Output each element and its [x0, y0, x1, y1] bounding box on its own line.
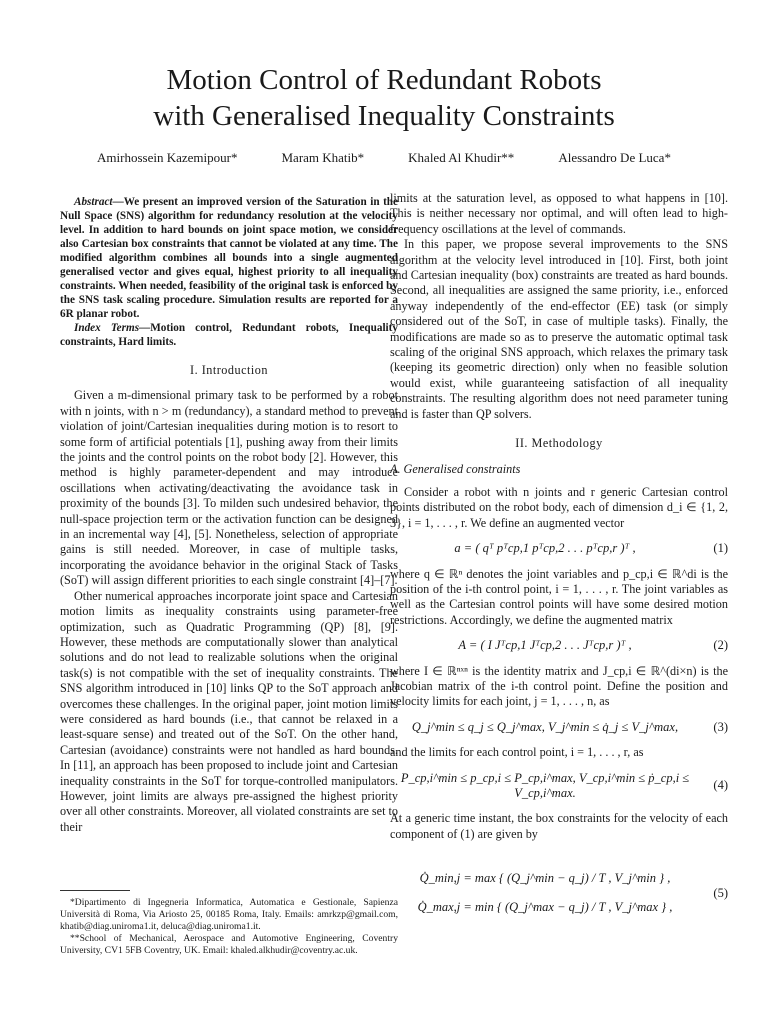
section-heading-methodology: II. Methodology: [515, 436, 603, 451]
author-2: Maram Khatib*: [281, 150, 365, 165]
abstract: [60, 195, 398, 321]
intro-paragraph-1: Given a m-dimensional primary task to be performed by a robot with n joints, with n > m (redundancy), a standard method to prevent violation of joint/Cartesian inequalities during motion is to resort to some form of artificial potentials [1], pushing away from their limits the joints and the control points on the robot body [2]. However, this method is highly parameter-dependent and may introduce oscillations when activating/deactivating the avoidance task in proximity of the bounds [3]. To milden such undesired behavior, the null-space projection term or the activation function can be designed in an incremental way [4], [5]. Nonetheless, selection of appropriate gains is still needed. Moreover, in case of multiple tasks, incorporating the avoidance behavior in the original Stack of Tasks (SoT) will assign different priorities to each single constraint [4]–[7].: [60, 388, 398, 588]
equation-5-body: [390, 871, 700, 916]
title-line-2: with Generalised Inequality Constraints: [153, 100, 615, 132]
index-terms: [60, 321, 398, 349]
subsection-heading-a: A. Generalised constraints: [390, 461, 521, 476]
paper-title: [40, 62, 728, 134]
equation-2-number: (2): [713, 638, 728, 653]
title-line-1: Motion Control of Redundant Robots: [166, 64, 602, 96]
footnote-affiliation-1: *Dipartimento di Ingegneria Informatica, Automatica e Gestionale, Sapienza Università di Roma, Via Ariosto 25, 00185 Roma, Italy. Emails: amrkzp@gmail.com, khatib@diag.uniroma1.it, deluca@diag.uniroma1.it.: [60, 897, 398, 932]
author-4: Alessandro De Luca*: [558, 150, 671, 165]
equation-2: [390, 638, 728, 653]
footnote-affiliation-2: **School of Mechanical, Aerospace and Automotive Engineering, Coventry University, CV1 5FB Coventry, UK. Email: khaled.alkhudir@coventry.ac.uk.: [60, 933, 398, 956]
footnotes: [60, 890, 398, 957]
author-list: [40, 150, 728, 166]
paragraph-box-constraints: At a generic time instant, the box constraints for the velocity of each component of (1) are given by: [390, 811, 728, 841]
equation-4-body: P_cp,i^min ≤ p_cp,i ≤ P_cp,i^max, V_cp,i^min ≤ ṗ_cp,i ≤ V_cp,i^max.: [400, 770, 690, 800]
intro-paragraph-2: Other numerical approaches incorporate joint space and Cartesian motion limits as inequality constraints using parameter-free optimization, such as Quadratic Programming (QP) [8], [9]. However, these methods are computationally slower than analytical solutions and do not lead to realizable solutions when the original task(s) is not compatible with the set of inequality constraints. The SNS algorithm introduced in [10] links QP to the SoT approach and overcomes these challenges. In the original paper, joint motion limits were considered as hard bounds (i.e., that cannot be relaxed in a least-square sense) and treated out of the SoT. On the other hand, Cartesian (avoidance) constraints were not handled as hard bounds. In [11], an approach has been proposed to include joint and Cartesian inequality constraints in the SoT for torque-controlled manipulators. However, joint limits are always pre-assigned the highest priority over all other constraints. Moreover, all violated constraints are set to their: [60, 588, 398, 834]
paragraph-augmented-vector: Consider a robot with n joints and r generic Cartesian control points distributed on the robot body, each of dimension d_i ∈ {1, 2, 3}, i = 1, . . . , r. We define an augmented vector: [390, 484, 728, 530]
equation-5: [390, 852, 728, 934]
left-column: [60, 195, 398, 835]
author-3: Khaled Al Khudir**: [408, 150, 515, 165]
equation-5-line-2: Q̇_max,j = min { (Q_j^max − q_j) / T , V_j^max } ,: [417, 900, 673, 915]
paragraph-joint-variables: where q ∈ ℝⁿ denotes the joint variables and p_cp,i ∈ ℝ^di is the position of the i-th control point, i = 1, . . . , r. The joint variables as well as the Cartesian control points will have some desired motion restrictions. Accordingly, we define the augmented matrix: [390, 566, 728, 627]
equation-3: [390, 720, 728, 735]
paragraph-identity-matrix: where I ∈ ℝⁿˣⁿ is the identity matrix and J_cp,i ∈ ℝ^(di×n) is the Jacobian matrix of the i-th control point. Define the position and velocity limits for each joint, j = 1, . . . , n, as: [390, 663, 728, 709]
equation-2-body: A = ( I Jᵀcp,1 Jᵀcp,2 . . . Jᵀcp,r )ᵀ ,: [458, 638, 632, 653]
equation-3-body: Q_j^min ≤ q_j ≤ Q_j^max, V_j^min ≤ q̇_j ≤ V_j^max,: [411, 719, 679, 734]
equation-4-number: (4): [713, 778, 728, 793]
index-terms-text: —Motion control, Redundant robots, Inequality constraints, Hard limits.: [60, 322, 398, 348]
paragraph-control-point-limits: and the limits for each control point, i = 1, . . . , r, as: [390, 745, 644, 760]
equation-5-stack: [390, 871, 700, 916]
equation-4: [390, 771, 728, 802]
index-terms-label: Index Terms: [74, 322, 140, 334]
paragraph-proposal: In this paper, we propose several improvements to the SNS algorithm at the velocity level introduced in [10]. First, both joint and Cartesian inequality (box) constraints are treated as hard bounds. Second, all inequalities are assigned the same priority, i.e., enforced anyway independently of the end-effector (EE) task (or simply considered out of the SoT, in case of multiple tasks). Finally, the modifications are made so as to preserve the automatic optimal task scaling of the original SNS approach, which relaxes the primary task (keeping its geometric direction) only when no feasible solution would exist, while guaranteeing satisfaction of all inequality constraints. The resulting algorithm does not need parameter tuning and is faster than QP solvers.: [390, 237, 728, 421]
abstract-label: Abstract: [74, 196, 113, 208]
equation-1-body: a = ( qᵀ pᵀcp,1 pᵀcp,2 . . . pᵀcp,r )ᵀ ,: [454, 541, 636, 556]
section-heading-introduction: I. Introduction: [190, 363, 268, 377]
abstract-text: —We present an improved version of the Saturation in the Null Space (SNS) algorithm for redundancy resolution at the velocity level. In addition to hard bounds on joint space motion, we consider also Cartesian box constraints that cannot be violated at any time. The modified algorithm combines all bounds into a single augmented generalised vector and gives equal, highest priority to all inequality constraints. When needed, feasibility of the original task is enforced by the SNS task scaling procedure. Simulation results are reported for a 6R planar robot.: [60, 196, 398, 320]
equation-1: [390, 541, 728, 556]
equation-1-number: (1): [713, 541, 728, 556]
equation-5-number: (5): [713, 885, 728, 900]
equation-3-number: (3): [713, 719, 728, 734]
author-1: Amirhossein Kazemipour*: [97, 150, 238, 165]
footnote-rule: [60, 890, 130, 891]
paragraph-continued: limits at the saturation level, as opposed to what happens in [10]. This is neither necessary nor optimal, and will often lead to high-frequency oscillations at the level of commands.: [390, 191, 728, 236]
right-column: [390, 191, 728, 944]
equation-5-line-1: Q̇_min,j = max { (Q_j^min − q_j) / T , V_j^min } ,: [419, 870, 671, 885]
